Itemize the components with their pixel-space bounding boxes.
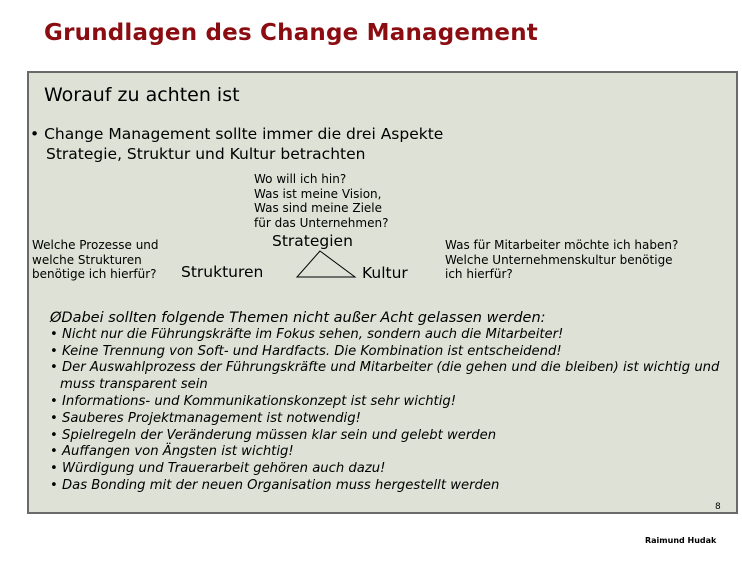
question-structure — [32, 238, 159, 282]
list-item: • Informations- und Kommunikationskonzept ist sehr wichtig! — [50, 393, 457, 409]
slide-title: Grundlagen des Change Management — [44, 20, 538, 46]
triangle-shape — [297, 251, 355, 277]
question-structure-line: benötige ich hierfür? — [32, 267, 157, 281]
list-item: • Würdigung und Trauerarbeit gehören auch dazu! — [50, 461, 386, 477]
list-item: • Sauberes Projektmanagement ist notwendig! — [50, 410, 361, 426]
slide-subtitle: Worauf zu achten ist — [44, 84, 240, 106]
arrow-bullet-icon: Ø — [50, 310, 62, 326]
list-item: • Nicht nur die Führungskräfte im Fokus sehen, sondern auch die Mitarbeiter! — [50, 326, 564, 342]
question-structure-line: Welche Prozesse und — [32, 238, 159, 252]
label-kultur: Kultur — [362, 264, 408, 282]
intro-line-2: Strategie, Struktur und Kultur betrachten — [46, 145, 366, 163]
list-item: • Das Bonding mit der neuen Organisation muss hergestellt werden — [50, 477, 500, 493]
themes-heading-text: Dabei sollten folgende Themen nicht außer Acht gelassen werden: — [61, 310, 546, 326]
list-item: • Spielregeln der Veränderung müssen klar sein und gelebt werden — [50, 427, 497, 443]
question-structure-line: welche Strukturen — [32, 252, 142, 267]
question-strategy-line: Was sind meine Ziele — [254, 201, 383, 215]
question-culture — [445, 238, 678, 282]
label-strukturen: Strukturen — [181, 263, 264, 281]
list-item: • Auffangen von Ängsten ist wichtig! — [50, 444, 294, 460]
themes-heading — [50, 310, 720, 327]
themes-list — [50, 310, 720, 495]
bullet-marker: • — [30, 125, 40, 143]
question-strategy-line: Wo will ich hin? — [254, 172, 347, 186]
question-strategy-line: für das Unternehmen? — [254, 215, 389, 230]
page-number: 8 — [715, 502, 721, 512]
author-name: Raimund Hudak — [645, 536, 717, 545]
triangle-diagram — [296, 250, 360, 280]
intro-bullet — [30, 124, 443, 164]
question-strategy-line: Was ist meine Vision, — [254, 186, 382, 201]
label-strategien: Strategien — [272, 232, 353, 250]
question-culture-line: ich hierfür? — [445, 267, 513, 281]
question-culture-line: Welche Unternehmenskultur benötige — [445, 252, 673, 267]
question-strategy — [254, 172, 388, 230]
list-item: • Keine Trennung von Soft- und Hardfacts. Die Kombination ist entscheidend! — [50, 343, 562, 359]
intro-line-1: Change Management sollte immer die drei Aspekte — [44, 125, 444, 143]
question-culture-line: Was für Mitarbeiter möchte ich haben? — [445, 238, 679, 252]
list-item: • Der Auswahlprozess der Führungskräfte und Mitarbeiter (die gehen und die bleiben) ist wichtig und muss transparent sein — [50, 360, 720, 393]
